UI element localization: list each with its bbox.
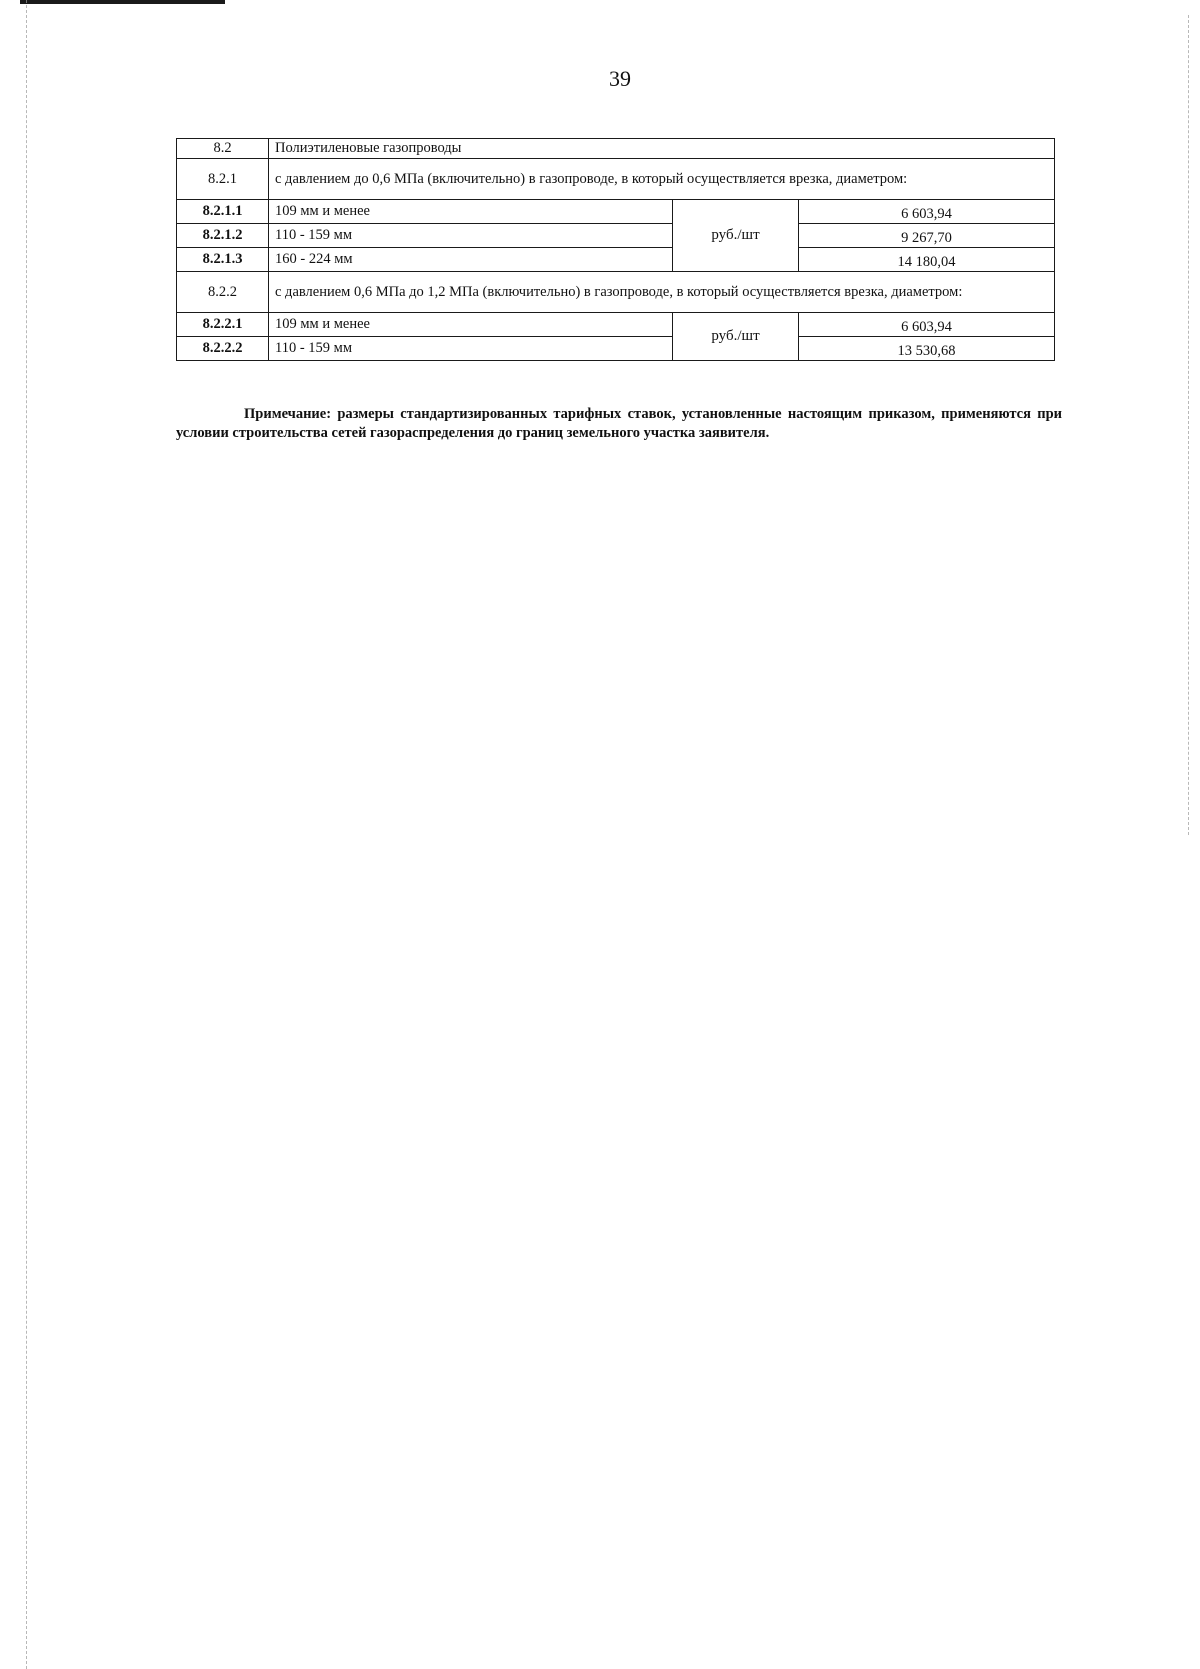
scan-artifact-right-edge [1188, 15, 1189, 835]
scan-artifact-left-edge [26, 0, 27, 1669]
item-value: 14 180,04 [799, 248, 1055, 272]
item-unit: руб./шт [673, 313, 799, 361]
item-code: 8.2.1.3 [177, 248, 269, 272]
tariff-table [176, 138, 1055, 361]
item-code: 8.2.1.2 [177, 224, 269, 248]
item-code: 8.2.2.2 [177, 337, 269, 361]
item-value: 13 530,68 [799, 337, 1055, 361]
group-description: с давлением до 0,6 МПа (включительно) в газопроводе, в который осуществляется врезка, диаметром: [269, 159, 1055, 200]
item-value: 6 603,94 [799, 313, 1055, 337]
scan-artifact-top-bar [20, 0, 225, 4]
footnote: Примечание: размеры стандартизированных тарифных ставок, установленные настоящим приказом, применяются при условии строительства сетей газораспределения до границ земельного участка заявителя. [176, 405, 1062, 441]
page-number: 39 [609, 66, 631, 91]
table-row [177, 337, 1055, 361]
item-code: 8.2.2.1 [177, 313, 269, 337]
group-code: 8.2.1 [177, 159, 269, 200]
item-diameter: 110 - 159 мм [269, 224, 673, 248]
item-unit: руб./шт [673, 200, 799, 272]
item-value: 9 267,70 [799, 224, 1055, 248]
table-row-group [177, 159, 1055, 200]
section-title: Полиэтиленовые газопроводы [269, 139, 1055, 159]
item-diameter: 110 - 159 мм [269, 337, 673, 361]
table-row [177, 248, 1055, 272]
section-code: 8.2 [177, 139, 269, 159]
item-diameter: 109 мм и менее [269, 200, 673, 224]
table-row [177, 224, 1055, 248]
item-diameter: 160 - 224 мм [269, 248, 673, 272]
table-row-group [177, 272, 1055, 313]
table-row [177, 200, 1055, 224]
table-row [177, 313, 1055, 337]
group-code: 8.2.2 [177, 272, 269, 313]
item-value: 6 603,94 [799, 200, 1055, 224]
item-code: 8.2.1.1 [177, 200, 269, 224]
group-description: с давлением 0,6 МПа до 1,2 МПа (включительно) в газопроводе, в который осуществляется врезка, диаметром: [269, 272, 1055, 313]
item-diameter: 109 мм и менее [269, 313, 673, 337]
table-row-section [177, 139, 1055, 159]
